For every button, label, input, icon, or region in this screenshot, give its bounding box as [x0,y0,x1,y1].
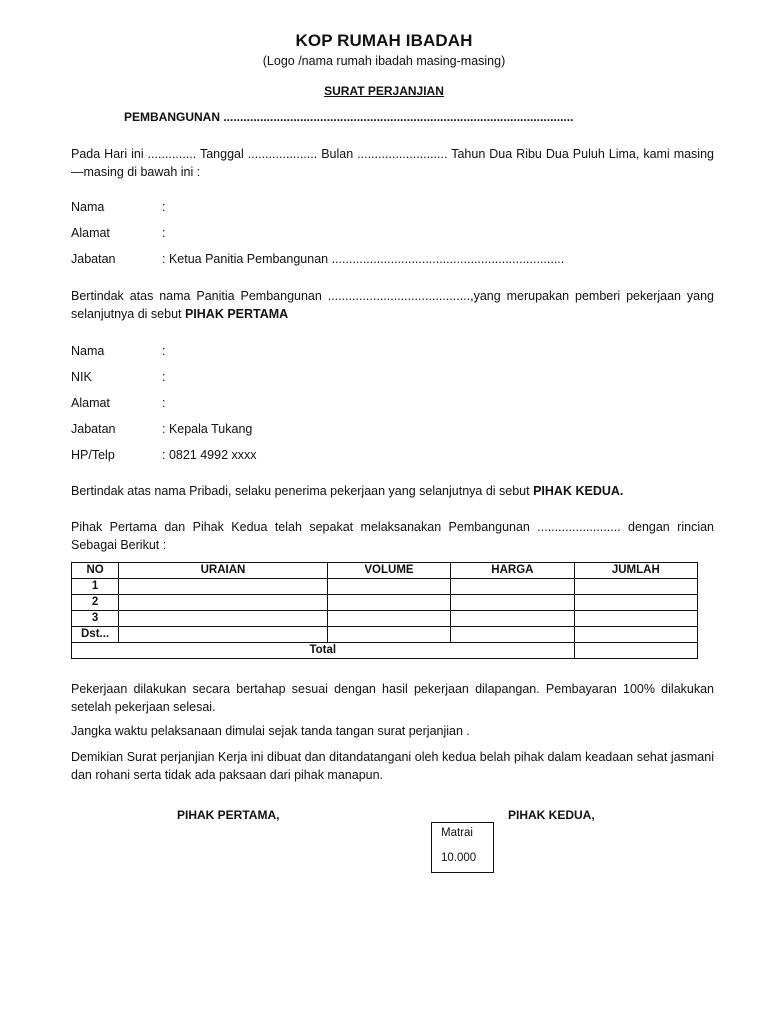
table-cell [574,595,697,611]
column-header-uraian: URAIAN [119,563,328,579]
table-cell [451,579,574,595]
table-cell [327,579,450,595]
table-cell [327,611,450,627]
party-one-statement [71,287,714,323]
signature-pihak-pertama: PIHAK PERTAMA, [177,808,280,822]
party-two-nik-field [71,368,165,386]
row-number: 1 [72,579,119,595]
party-one-address-field [71,224,165,242]
table-row [72,611,698,627]
table-cell [451,595,574,611]
stamp-value: 10.000 [441,852,477,864]
table-cell [574,579,697,595]
statement-text: Bertindak atas nama Panitia Pembangunan .........................................,yang merupakan pemberi pekerjaan yang selanjutnya di sebut [71,289,714,321]
table-cell [451,627,574,643]
statement-text: Bertindak atas nama Pribadi, selaku penerima pekerjaan yang selanjutnya di sebut [71,484,534,498]
row-number: 3 [72,611,119,627]
party-one-name-field [71,198,165,216]
field-value: : 0821 4992 xxxx [162,448,257,462]
letterhead-subtitle: (Logo /nama rumah ibadah masing-masing) [262,54,506,68]
field-value: : [162,344,166,358]
column-header-harga: HARGA [451,563,574,579]
field-label: Jabatan [71,422,116,436]
work-details-table [71,562,698,659]
table-row [72,627,698,643]
field-label: Nama [71,344,105,358]
table-cell [451,611,574,627]
column-header-jumlah: JUMLAH [574,563,697,579]
signature-pihak-kedua: PIHAK KEDUA, [508,808,595,822]
table-cell [119,579,328,595]
opening-paragraph: Pada Hari ini .............. Tanggal .................... Bulan .......................... Tahun Dua Ribu Dua Puluh Lima, kami masing—masing di bawah ini : [71,147,714,179]
field-label: Jabatan [71,252,116,266]
column-header-no: NO [72,563,119,579]
table-cell [574,611,697,627]
table-header-row [72,563,698,579]
table-row [72,579,698,595]
field-value: : Kepala Tukang [162,422,253,436]
field-label: HP/Telp [71,448,115,462]
table-cell [574,627,697,643]
letterhead-title: KOP RUMAH IBADAH [295,31,473,50]
field-label: Alamat [71,396,110,410]
party-two-statement [71,482,714,500]
field-value: : [162,200,166,214]
table-cell [327,595,450,611]
field-label: Alamat [71,226,110,240]
table-cell [119,627,328,643]
term-paragraph: Pekerjaan dilakukan secara bertahap sesuai dengan hasil pekerjaan dilapangan. Pembayaran 100% dilakukan setelah pekerjaan selesai. [71,682,714,714]
party-two-phone-field [71,446,257,464]
table-cell [327,627,450,643]
table-total-row [72,643,698,659]
row-number: Dst... [72,627,119,643]
table-row [72,595,698,611]
party-one-role: PIHAK PERTAMA [184,307,289,321]
project-line: PEMBANGUNAN ......................................................................................................... [124,110,574,124]
table-cell [119,611,328,627]
field-value: : [162,370,166,384]
table-cell [119,595,328,611]
party-two-role: PIHAK KEDUA. [533,484,624,498]
term-paragraph: Jangka waktu pelaksanaan dimulai sejak tanda tangan surat perjanjian . [71,724,470,738]
stamp-label: Matrai [441,827,473,839]
document-title: SURAT PERJANJIAN [324,84,444,98]
row-number: 2 [72,595,119,611]
field-value: : [162,226,166,240]
field-value: : Ketua Panitia Pembangunan ................................................................... [162,252,565,266]
party-two-name-field [71,342,165,360]
field-value: : [162,396,166,410]
revenue-stamp-box [431,822,494,873]
agreement-paragraph: Pihak Pertama dan Pihak Kedua telah sepakat melaksanakan Pembangunan ........................ dengan rincian Sebagai Berikut : [71,520,714,552]
term-paragraph: Demikian Surat perjanjian Kerja ini dibuat dan ditandatangani oleh kedua belah pihak dalam keadaan sehat jasmani dan rohani serta tidak ada paksaan dari pihak manapun. [71,750,714,782]
party-two-address-field [71,394,165,412]
total-label: Total [72,643,575,659]
party-two-position-field [71,420,252,438]
total-value-cell [574,643,697,659]
party-one-position-field [71,250,564,268]
column-header-volume: VOLUME [327,563,450,579]
field-label: NIK [71,370,92,384]
field-label: Nama [71,200,105,214]
